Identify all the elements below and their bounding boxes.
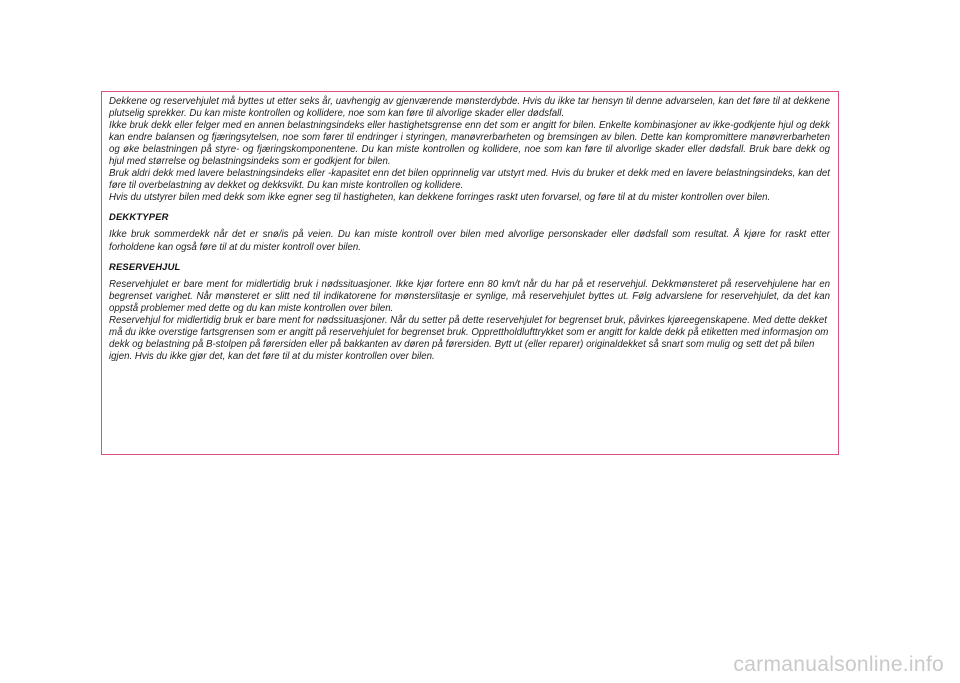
reservehjul-paragraph-temporary-use: Reservehjulet er bare ment for midlertidig bruk i nødssituasjoner. Ikke kjør fortere enn 80 km/t når du har på et reservehjul. Dekkmønsteret på reservehjulene har en begrenset varighet. Når mønsteret er slitt ned til indikatorene for mønsterslitasje er synlige, må reservehjulet byttes ut. Følg advarslene for reservehjulet, da det kan oppstå problemer med dette og du kan miste kontrollen over bilen. — [109, 278, 830, 314]
warning-paragraph-speed-rating: Hvis du utstyrer bilen med dekk som ikke egner seg til hastigheten, kan dekkene forringes raskt uten forvarsel, og føre til at du mister kontrollen over bilen. — [109, 192, 771, 204]
tire-warning-box — [101, 91, 839, 455]
dekktyper-paragraph: Ikke bruk sommerdekk når det er snø/is på veien. Du kan miste kontroll over bilen med alvorlige personskader eller dødsfall som resultat. Å kjøre for raskt etter forholdene kan også føre til at du mister kontroll over bilen. — [109, 229, 830, 253]
warning-paragraph-tire-age: Dekkene og reservehjulet må byttes ut etter seks år, uavhengig av gjenværende mønsterdybde. Hvis du ikke tar hensyn til denne advarselen, kan det føre til at dekkene plutselig sprekker. Du kan miste kontrollen og kollidere, noe som kan føre til alvorlige skader eller dødsfall. — [109, 96, 830, 120]
dekktyper-heading: DEKKTYPER — [109, 211, 169, 223]
reservehjul-heading: RESERVEHJUL — [109, 260, 181, 272]
reservehjul-paragraph-emergency: Reservehjul for midlertidig bruk er bare ment for nødssituasjoner. Når du setter på dette reservehjulet for begrenset bruk, påvirkes kjøreegenskapene. Med dette dekket må du ikke overstige fartsgrensen som er angitt på reservehjulet for begrenset bruk. Opprettholdlufttrykket som er angitt for kalde dekk på etiketten med informasjon om dekk og belastning på B-stolpen på førersiden eller på bakkanten av døren på førersiden. Bytt ut (eller reparer) originaldekket så snart som mulig og sett det på bilen igjen. Hvis du ikke gjør det, kan det føre til at du mister kontrollen over bilen. — [109, 314, 829, 362]
site-watermark: carmanualsonline.info — [733, 653, 944, 676]
warning-paragraph-load-index: Ikke bruk dekk eller felger med en annen belastningsindeks eller hastighetsgrense enn det som er angitt for bilen. Enkelte kombinasjoner av ikke-godkjente hjul og dekk kan endre balansen og fjæringsytelsen, noe som fører til endringer i styringen, manøvrerbarheten og bremsingen av bilen. Dette kan kompromittere manøvrerbarheten og øke belastningen på styre- og fjæringskomponentene. Du kan miste kontrollen og kollidere, noe som kan føre til alvorlige skader eller dødsfall. Bruk bare dekk og hjul med størrelse og belastningsindeks som er godkjent for bilen. — [109, 120, 830, 168]
warning-paragraph-lower-capacity: Bruk aldri dekk med lavere belastningsindeks eller -kapasitet enn det bilen opprinnelig var utstyrt med. Hvis du bruker et dekk med en lavere belastningsindeks, kan det føre til overbelastning av dekket og dekksvikt. Du kan miste kontrollen og kollidere. — [109, 168, 830, 192]
